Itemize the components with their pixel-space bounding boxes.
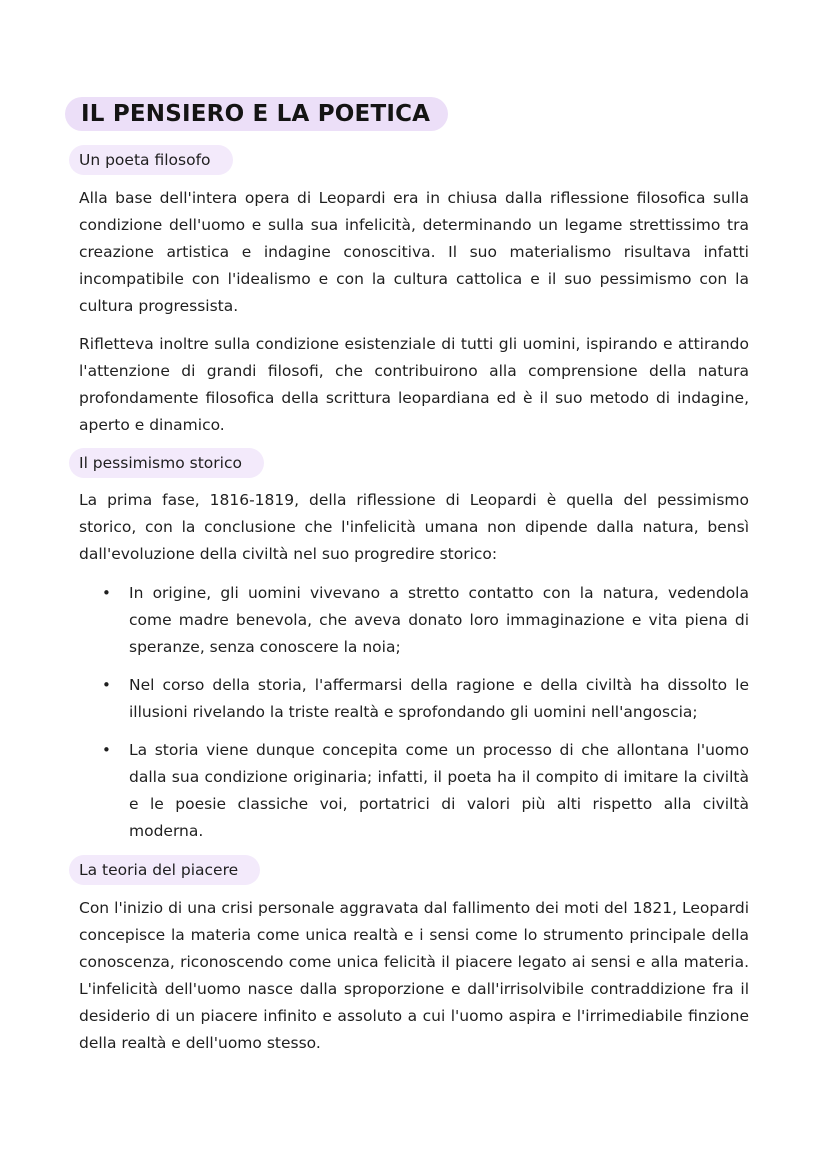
list-item — [79, 580, 749, 661]
list-item-text: Nel corso della storia, l'affermarsi della ragione e della civiltà ha dissolto le illusioni rivelando la triste realtà e sprofondando gli uomini nell'angoscia; — [129, 676, 749, 721]
section-heading-teoria-piacere — [69, 855, 260, 885]
bullet-icon: • — [102, 676, 111, 694]
bullet-list — [79, 580, 749, 845]
paragraph: La prima fase, 1816-1819, della riflessione di Leopardi è quella del pessimismo storico, con la conclusione che l'infelicità umana non dipende dalla natura, bensì dall'evoluzione della civiltà nel suo progredire storico: — [79, 491, 749, 563]
bullet-icon: • — [102, 584, 111, 602]
list-item — [79, 672, 749, 726]
page-title: IL PENSIERO E LA POETICA — [81, 101, 431, 127]
section-heading-label: Il pessimismo storico — [79, 454, 242, 472]
paragraph: Con l'inizio di una crisi personale aggravata dal fallimento dei moti del 1821, Leopardi concepisce la materia come unica realtà e i sensi come lo strumento principale della conoscenza, riconoscendo come unica felicità il piacere legato ai sensi e alla materia. L'infelicità dell'uomo nasce dalla sproporzione e dall'irrisolvibile contraddizione fra il desiderio di un piacere infinito e assoluto a cui l'uomo aspira e l'irrimediabile finzione della realtà e dell'uomo stesso. — [79, 899, 749, 1052]
section-heading-poeta-filosofo — [69, 145, 233, 175]
list-item-text: La storia viene dunque concepita come un processo di che allontana l'uomo dalla sua condizione originaria; infatti, il poeta ha il compito di imitare la civiltà e le poesie classiche voi, portatrici di valori più alti rispetto alla civiltà moderna. — [129, 741, 749, 840]
paragraph: Alla base dell'intera opera di Leopardi era in chiusa dalla riflessione filosofica sulla condizione dell'uomo e sulla sua infelicità, determinando un legame strettissimo tra creazione artistica e indagine conoscitiva. Il suo materialismo risultava infatti incompatibile con l'idealismo e con la cultura cattolica e il suo pessimismo con la cultura progressista. — [79, 189, 749, 315]
paragraph: Rifletteva inoltre sulla condizione esistenziale di tutti gli uomini, ispirando e attirando l'attenzione di grandi filosofi, che contribuirono alla comprensione della natura profondamente filosofica della scrittura leopardiana ed è il suo metodo di indagine, aperto e dinamico. — [79, 335, 749, 434]
title-highlight — [65, 97, 448, 131]
list-item-text: In origine, gli uomini vivevano a stretto contatto con la natura, vedendola come madre benevola, che aveva donato loro immaginazione e vita piena di speranze, senza conoscere la noia; — [129, 584, 749, 656]
section-heading-label: La teoria del piacere — [79, 861, 239, 879]
section-heading-pessimismo-storico — [69, 448, 264, 478]
bullet-icon: • — [102, 741, 111, 759]
section-heading-label: Un poeta filosofo — [79, 151, 211, 169]
list-item — [79, 737, 749, 845]
